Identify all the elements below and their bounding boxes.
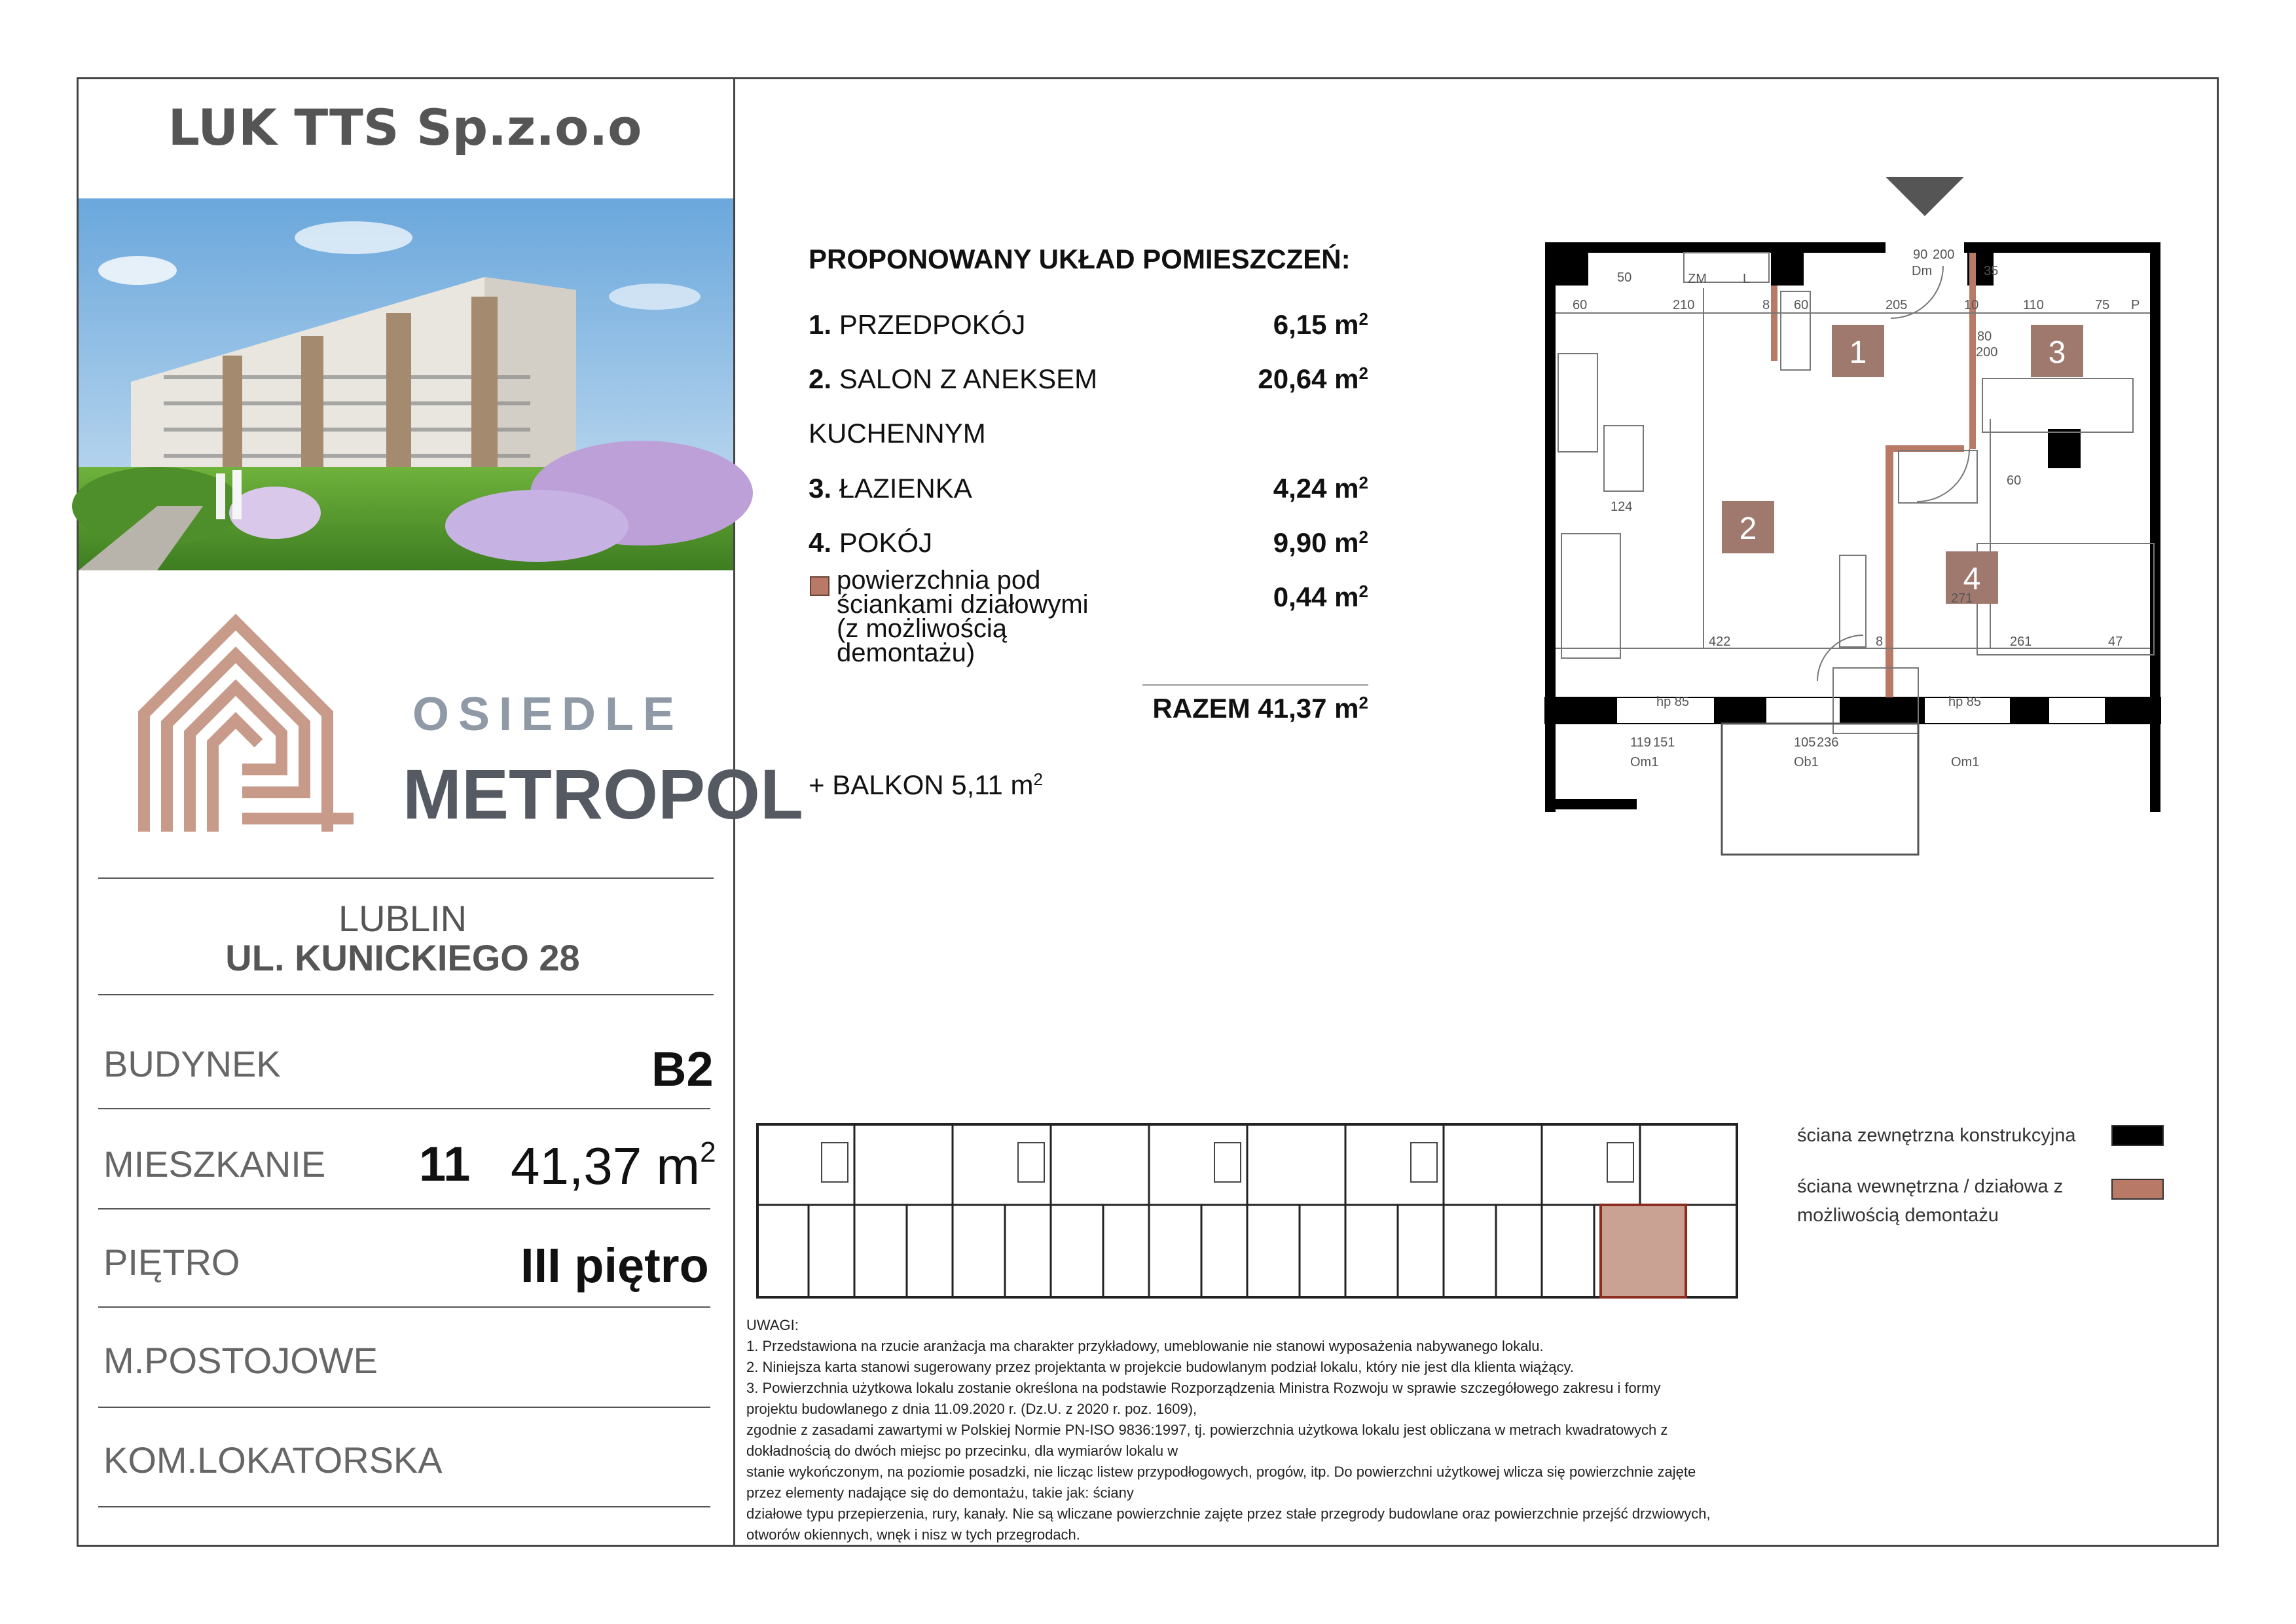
balcony-area [809,769,1043,801]
room-2-label: SALON Z ANEKSEM [839,363,1098,394]
separator-line [98,1208,710,1209]
room-3-area [1178,473,1368,504]
notes-line: stanie wykończonym, na poziomie posadzki, nie licząc listew przypodłogowych, progów, itp. Do powierzchni użytkowej wlicza się powierzchnie zajęte [746,1464,1696,1480]
dim-10: 10 [1964,298,1979,312]
legend-interior-wall-line-1: ściana wewnętrzna / działowa z [1797,1176,2064,1197]
room-4-number: 4. [809,527,832,558]
notes [746,1315,1722,1545]
room-2-name [809,363,1097,395]
dim-8a: 8 [1762,298,1770,312]
building-rendering [79,198,733,570]
partition-area [1178,581,1368,613]
notes-line: zgodnie z zasadami zawartymi w Polskiej Normie PN-ISO 9836:1997, tj. powierzchnia użytkowa lokalu jest obliczana w metrach kwadratowych z [746,1422,1668,1438]
dim-124: 124 [1611,500,1633,514]
room-1-name [809,309,1025,341]
partition-line-4: demontażu) [837,638,975,667]
apartment-label: MIESZKANIE [103,1143,326,1185]
partition-line-2: ściankami działowymi [837,590,1089,619]
label-dm: Dm [1912,264,1933,278]
room-4-label: POKÓJ [839,527,933,558]
dim-60b: 60 [1794,298,1809,312]
legend-interior-wall-line-2: możliwością demontażu [1797,1205,1999,1226]
partition-label-cont [837,614,1008,667]
room-2-area-unit: 2 [1358,363,1368,383]
label-om1-right: Om1 [1951,755,1980,769]
label-l: L [1743,272,1751,286]
room-2-name-cont: KUCHENNYM [809,418,986,449]
floor-label: PIĘTRO [103,1242,240,1283]
legend-exterior-wall-swatch [2111,1125,2164,1146]
partition-line-3: (z możliwością [837,614,1008,643]
dim-60c: 60 [2007,473,2022,488]
room-3-area-unit: 2 [1358,473,1368,492]
dim-271: 271 [1951,591,1973,606]
storage-label: KOM.LOKATORSKA [103,1439,443,1481]
separator-line [98,1108,710,1109]
separator-line [98,1306,710,1308]
dim-261: 261 [2010,635,2032,649]
notes-line: projektu budowlanego z dnia 11.09.2020 r. (Dz.U. z 2020 r. poz. 1609), [746,1401,1197,1417]
room-2-number: 2. [809,363,832,394]
notes-line: 2. Niniejsza karta stanowi sugerowany przez projektanta w projekcie budowlanym podział lokalu, który nie jest dla klienta wiążący. [746,1359,1574,1375]
label-p: P [2131,298,2140,312]
separator-line [98,877,714,879]
notes-line: działowe typu przepierzenia, rury, kanały. Nie są wliczane powierzchnie zajęte przez stałe przegrody budowlane oraz powierzchnie przejść drzwiowych, [746,1505,1711,1522]
separator-line [98,1407,710,1408]
dim-8b: 8 [1876,635,1884,649]
floor-value: III piętro [520,1238,709,1293]
osiedle-metropol-logo [131,602,803,851]
total-area-unit: 2 [1358,693,1368,712]
room-1-area-unit: 2 [1358,309,1368,329]
label-hp-right: hp 85 [1948,695,1982,709]
legend-interior-wall-label [1797,1172,2063,1230]
label-w4: 236 [1817,735,1839,750]
company-name: LUK TTS Sp.z.o.o [168,98,642,157]
room-1-label: PRZEDPOKÓJ [839,309,1026,340]
dim-35: 35 [1984,264,1999,278]
logo-osiedle-text: OSIEDLE [412,688,684,741]
plan-room-2-number: 2 [1739,511,1757,546]
dim-80a: 80 [1977,329,1992,344]
label-w1: 119 [1630,735,1651,750]
dim-60a: 60 [1573,298,1588,312]
notes-line: 1. Przedstawiona na rzucie aranżacja ma charakter przykładowy, umeblowanie nie stanowi wyposażenia nabywanego lokalu. [746,1338,1544,1354]
separator-line [98,994,714,995]
legend-exterior-wall-line-1: ściana zewnętrzna konstrukcyjna [1797,1125,2076,1146]
dim-90: 90 [1913,248,1928,262]
legend-interior-wall-swatch [2111,1179,2164,1200]
dim-75: 75 [2095,298,2110,312]
building-value: B2 [651,1042,714,1096]
balcony-area-value: + BALKON 5,11 m [809,769,1034,800]
room-2-area [1178,363,1368,395]
notes-line: dokładnością do dwóch miejsc po przecinku, dla wymiarów lokalu w [746,1443,1178,1459]
label-hp-left: hp 85 [1656,695,1690,709]
balcony-area-unit: 2 [1033,769,1044,789]
label-om1-left: Om1 [1630,755,1659,769]
label-w3: 105 [1794,735,1816,750]
room-2-area-value: 20,64 m [1258,363,1359,394]
building-label: BUDYNEK [103,1043,281,1084]
room-3-name [809,473,972,504]
partition-swatch [810,576,829,596]
notes-title: UWAGI: [746,1317,799,1333]
logo-metropol-text: METROPOL [403,754,803,834]
room-1-area [1178,309,1368,341]
notes-line: przez elementy nadające się do demontażu, takie jak: ściany [746,1485,1134,1501]
building-key-plan [756,1123,1738,1300]
label-zm: ZM [1688,272,1707,286]
legend-exterior-wall-label [1797,1121,2076,1150]
room-3-area-value: 4,24 m [1273,473,1359,504]
dim-200b: 200 [1933,248,1955,262]
partition-area-unit: 2 [1358,581,1368,601]
parking-label: M.POSTOJOWE [103,1340,378,1381]
apartment-area-value: 41,37 m [511,1137,701,1195]
apartment-floor-plan [1532,170,2174,864]
room-4-name [809,527,932,559]
room-1-number: 1. [809,309,832,340]
total-separator [1142,684,1368,686]
dim-205: 205 [1886,298,1908,312]
partition-line-1: powierzchnia pod [837,566,1041,595]
dim-200a: 200 [1976,345,1998,360]
partition-label [837,568,1089,617]
total-area [1080,693,1368,724]
label-w2: 151 [1653,735,1675,750]
total-area-value: RAZEM 41,37 m [1152,693,1359,724]
partition-area-value: 0,44 m [1273,581,1359,612]
dim-210: 210 [1673,298,1695,312]
street-label: UL. KUNICKIEGO 28 [225,937,580,978]
room-3-label: ŁAZIENKA [839,473,972,504]
dim-422: 422 [1709,635,1731,649]
entrance-arrow-icon [1886,177,1964,216]
plan-room-4-number: 4 [1963,562,1981,597]
apartment-highlight [1601,1205,1686,1297]
apartment-number: 11 [419,1137,471,1191]
notes-line: otworów okiennych, wnęk i nisz w tych przegrodach. [746,1526,1080,1543]
dim-50: 50 [1617,270,1632,285]
dim-47: 47 [2108,635,2123,649]
rooms-title: PROPONOWANY UKŁAD POMIESZCZEŃ: [809,244,1351,274]
label-ob1: Ob1 [1794,755,1819,769]
city-label: LUBLIN [338,898,467,939]
room-1-area-value: 6,15 m [1273,309,1359,340]
plan-room-1-number: 1 [1849,335,1867,370]
room-3-number: 3. [809,473,832,504]
dim-110: 110 [2023,298,2044,312]
apartment-area [511,1136,716,1196]
plan-room-3-number: 3 [2048,335,2066,370]
room-4-area [1178,527,1368,559]
notes-line: 3. Powierzchnia użytkowa lokalu zostanie określona na podstawie Rozporządzenia Ministra Rozwoju w sprawie szczegółowego zakresu i formy [746,1380,1661,1396]
separator-line [98,1506,710,1507]
room-4-area-value: 9,90 m [1273,527,1359,558]
room-4-area-unit: 2 [1358,527,1368,547]
apartment-area-unit: 2 [700,1136,716,1168]
